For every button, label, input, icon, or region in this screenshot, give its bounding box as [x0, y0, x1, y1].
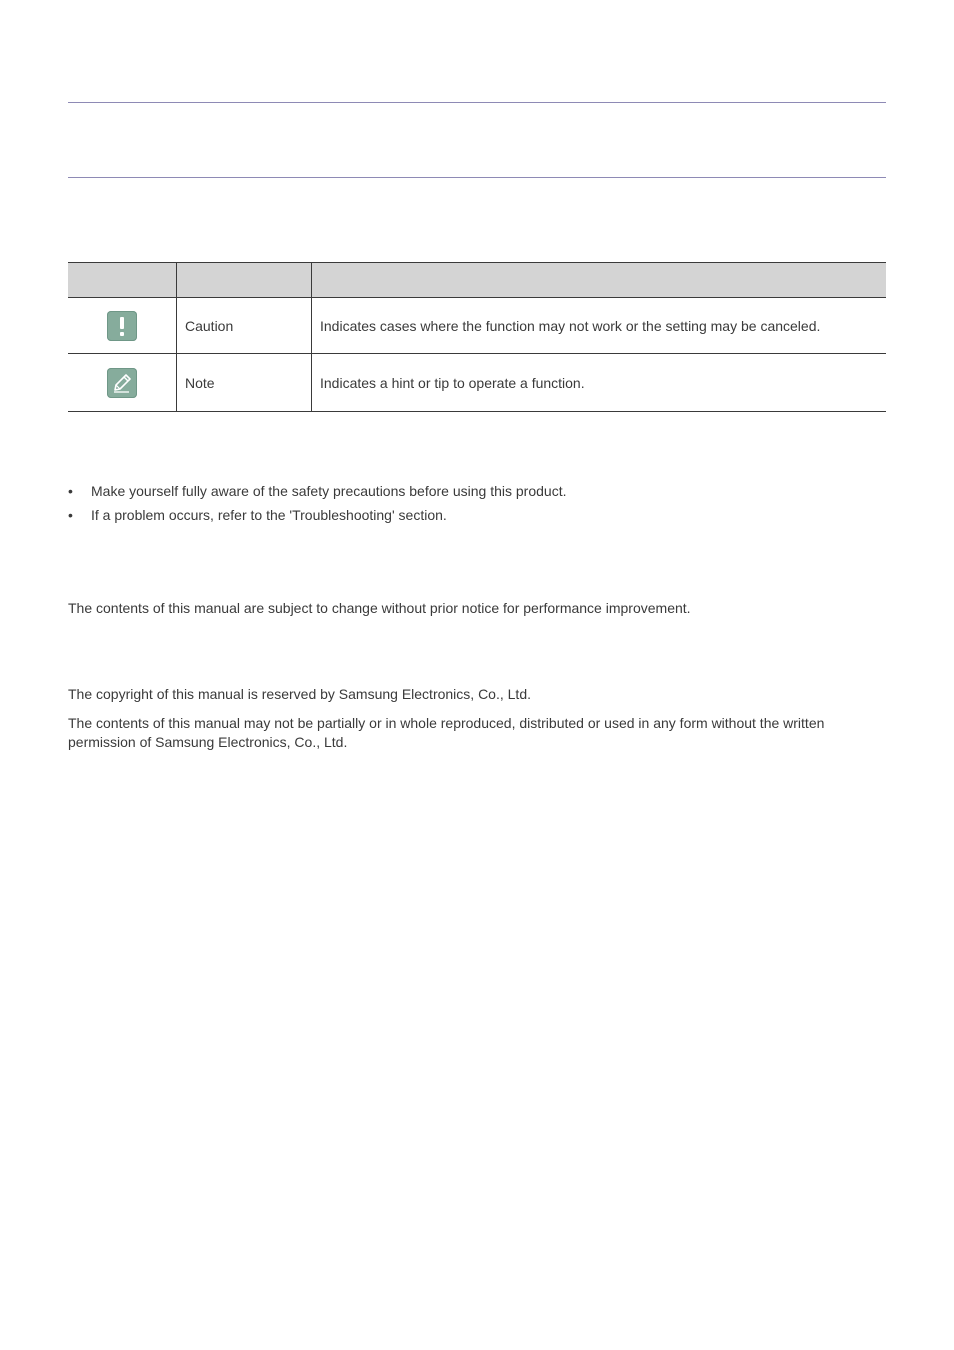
list-item-text: Make yourself fully aware of the safety precautions before using this product. [91, 483, 567, 499]
symbols-table-header [68, 263, 886, 298]
symbol-description: Indicates a hint or tip to operate a function. [312, 354, 887, 412]
table-row [68, 354, 886, 412]
symbol-term: Caution [177, 298, 312, 354]
header-rule-bottom [68, 177, 886, 178]
list-item [68, 506, 886, 530]
bullet-marker: • [68, 483, 73, 499]
copyright-notice: The copyright of this manual is reserved by Samsung Electronics, Co., Ltd. [68, 686, 531, 702]
header-rule-top [68, 102, 886, 103]
reproduction-notice: The contents of this manual may not be partially or in whole reproduced, distributed or used in any form without the written permission of Samsung Electronics, Co., Ltd. [68, 715, 825, 750]
list-item-text: If a problem occurs, refer to the 'Troubleshooting' section. [91, 507, 447, 523]
bullet-marker: • [68, 507, 73, 523]
list-item [68, 482, 886, 506]
caution-icon-cell [68, 298, 177, 354]
precautions-list [68, 482, 886, 530]
change-notice: The contents of this manual are subject to change without prior notice for performance improvement. [68, 600, 691, 616]
note-icon-cell [68, 354, 177, 412]
symbols-table [68, 262, 886, 412]
caution-icon [107, 311, 137, 341]
symbol-description: Indicates cases where the function may not work or the setting may be canceled. [312, 298, 887, 354]
table-row [68, 298, 886, 354]
symbol-term: Note [177, 354, 312, 412]
header-cell-description [312, 263, 887, 298]
header-cell-term [177, 263, 312, 298]
header-cell-icon [68, 263, 177, 298]
note-pencil-icon [107, 368, 137, 398]
